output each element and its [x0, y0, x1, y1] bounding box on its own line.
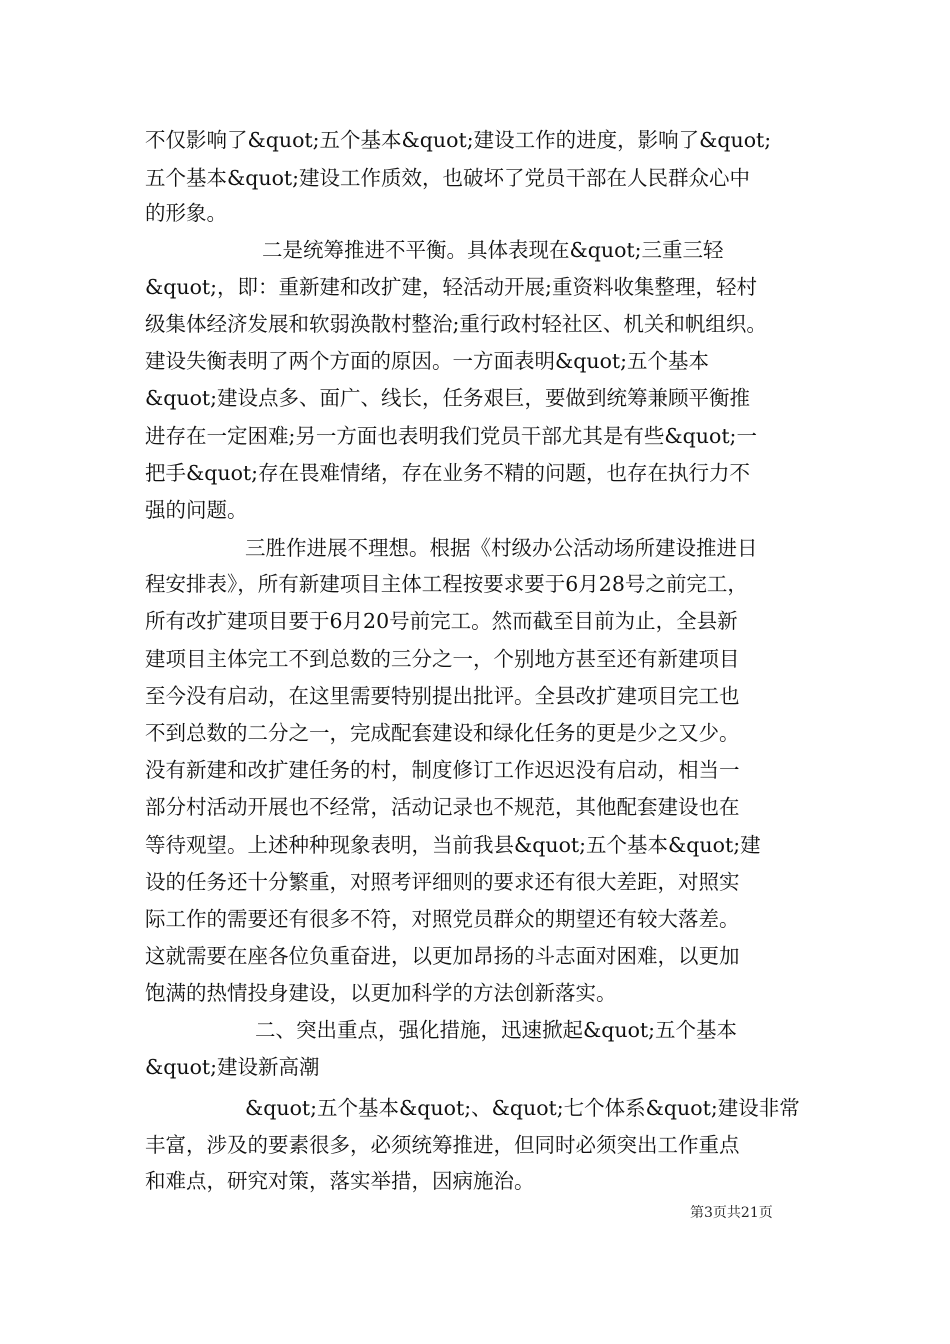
text-line: 级集体经济发展和软弱涣散村整治;重行政村轻社区、机关和帆组织。: [145, 312, 767, 336]
text-line: &quot;建设点多、面广、线长，任务艰巨，要做到统筹兼顾平衡推: [145, 386, 751, 410]
text-line: &quot;五个基本&quot;、&quot;七个体系&quot;建设非常: [245, 1096, 800, 1120]
text-line: 这就需要在座各位负重奋进，以更加昂扬的斗志面对困难，以更加: [145, 944, 740, 968]
text-line: 饱满的热情投身建设，以更加科学的方法创新落实。: [145, 981, 617, 1005]
text-line: 不到总数的二分之一，完成配套建设和绿化任务的更是少之又少。: [145, 721, 740, 745]
text-line: 建设失衡表明了两个方面的原因。一方面表明&quot;五个基本: [145, 349, 710, 373]
text-line: 强的问题。: [145, 498, 248, 522]
text-line: 二是统筹推进不平衡。具体表现在&quot;三重三轻: [262, 238, 724, 262]
section-heading: &quot;建设新高潮: [145, 1055, 320, 1079]
text-line: 五个基本&quot;建设工作质效，也破坏了党员干部在人民群众心中: [145, 166, 751, 190]
text-line: &quot;，即：重新建和改扩建，轻活动开展;重资料收集整理，轻村: [145, 275, 757, 299]
section-heading: 二、突出重点，强化措施，迅速掀起&quot;五个基本: [255, 1018, 738, 1042]
text-line: 设的任务还十分繁重，对照考评细则的要求还有很大差距，对照实: [145, 870, 740, 894]
text-line: 进存在一定困难;另一方面也表明我们党员干部尤其是有些&quot;一: [145, 424, 757, 448]
text-line: 际工作的需要还有很多不符，对照党员群众的期望还有较大落差。: [145, 907, 740, 931]
text-line: 所有改扩建项目要于6月20号前完工。然而截至目前为止，全县新: [145, 609, 738, 633]
text-line: 的形象。: [145, 201, 227, 225]
text-line: 没有新建和改扩建任务的村，制度修订工作迟迟没有启动，相当一: [145, 758, 740, 782]
text-line: 三胜作进展不理想。根据《村级办公活动场所建设推进日: [245, 536, 758, 560]
text-line: 建项目主体完工不到总数的三分之一，个别地方甚至还有新建项目: [145, 647, 740, 671]
text-line: 程安排表》，所有新建项目主体工程按要求要于6月28号之前完工，: [145, 572, 748, 596]
text-line: 不仅影响了&quot;五个基本&quot;建设工作的进度，影响了&quot;: [145, 128, 772, 152]
text-line: 丰富，涉及的要素很多，必须统筹推进，但同时必须突出工作重点: [145, 1133, 740, 1157]
text-line: 等待观望。上述种种现象表明，当前我县&quot;五个基本&quot;建: [145, 833, 761, 857]
page-number-footer: 第3页共21页: [690, 1205, 773, 1221]
text-line: 部分村活动开展也不经常，活动记录也不规范，其他配套建设也在: [145, 795, 740, 819]
text-line: 和难点，研究对策，落实举措，因病施治。: [145, 1169, 535, 1193]
text-line: 把手&quot;存在畏难情绪，存在业务不精的问题，也存在执行力不: [145, 461, 751, 485]
text-line: 至今没有启动，在这里需要特别提出批评。全县改扩建项目完工也: [145, 684, 740, 708]
